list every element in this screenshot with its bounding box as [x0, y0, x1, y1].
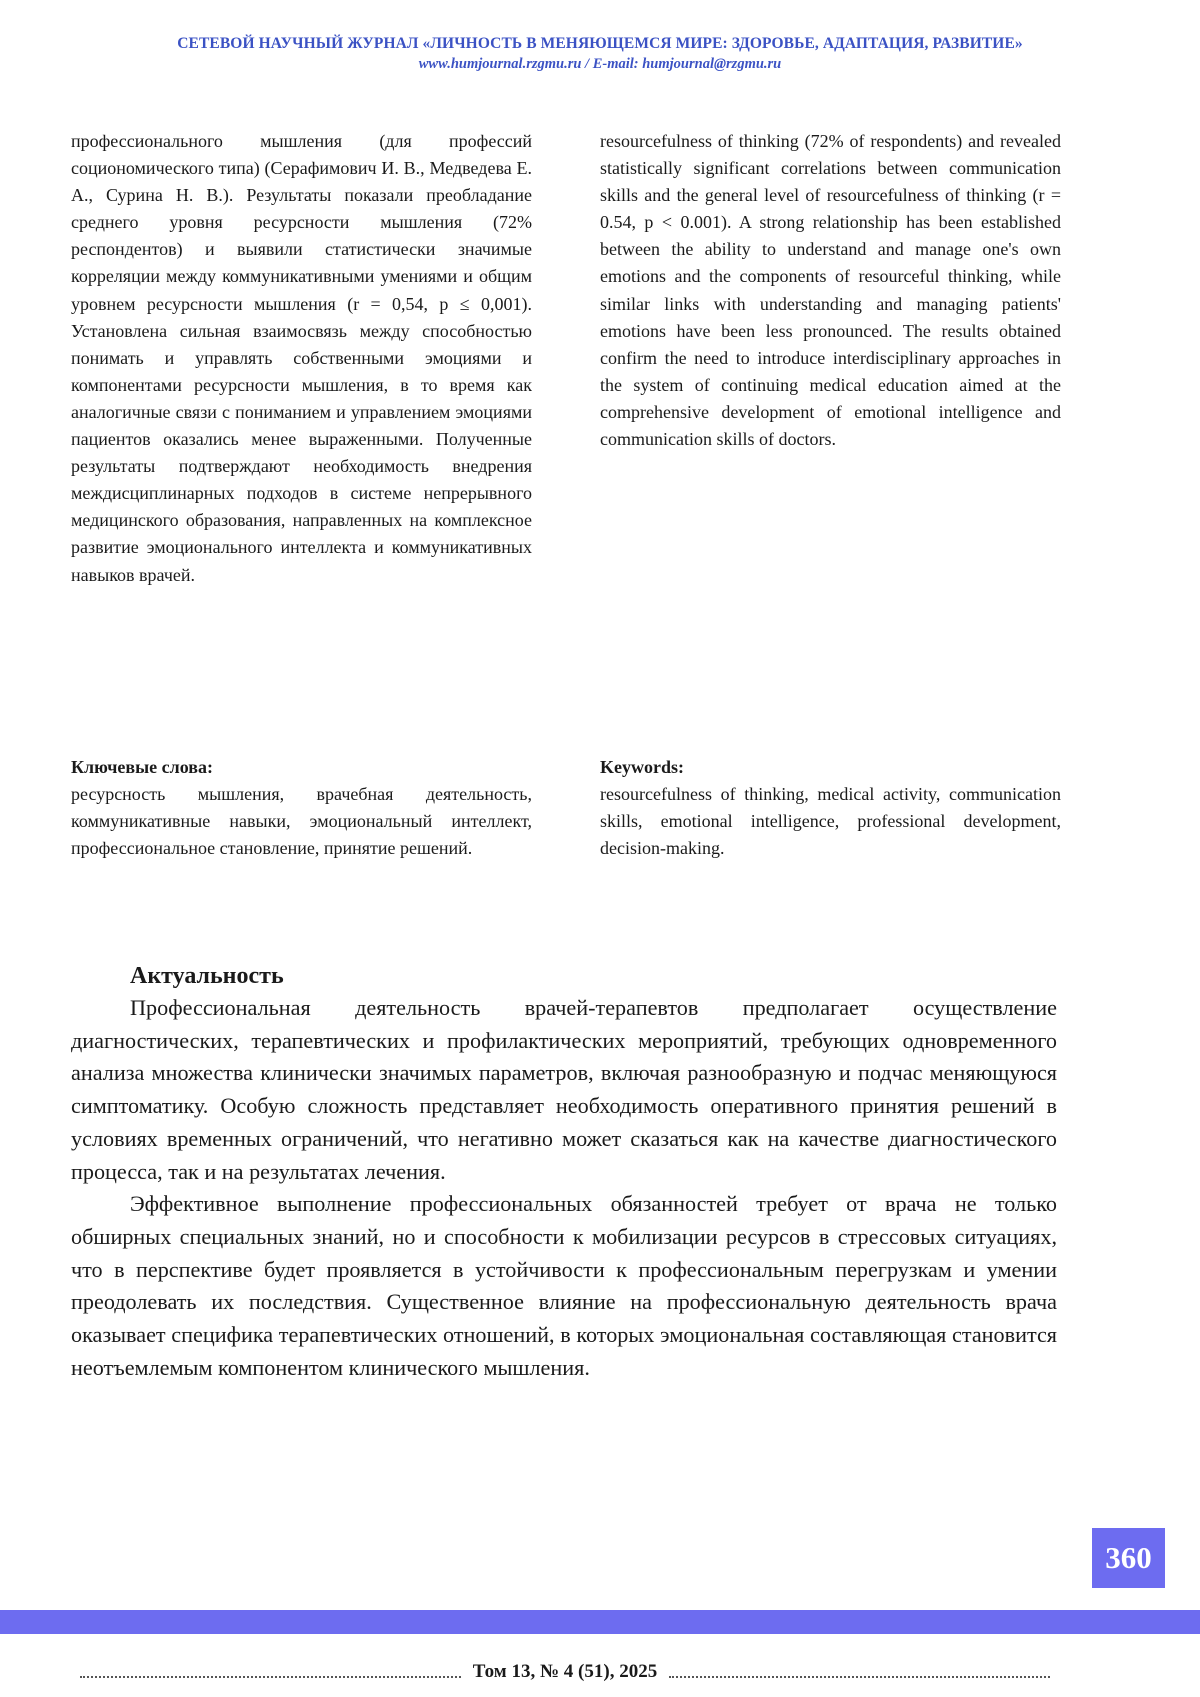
- journal-header: [0, 34, 1200, 74]
- keywords-ru: [71, 754, 532, 862]
- keywords-en: [600, 754, 1061, 862]
- keywords-en-label: Keywords:: [600, 757, 684, 777]
- section-heading: Актуальность: [130, 963, 284, 989]
- issue-info: Том 13, № 4 (51), 2025: [472, 1661, 658, 1682]
- footer-dots-right: [669, 1666, 1050, 1678]
- keywords-en-text: resourcefulness of thinking, medical activity, communication skills, emotional intelligence, professional development, decision-making.: [600, 784, 1061, 859]
- footer-dots-left: [80, 1666, 461, 1678]
- footer: [80, 1660, 1050, 1684]
- section-paragraph: Эффективное выполнение профессиональных обязанностей требует от врача не только обширных специальных знаний, но и способности к мобилизации ресурсов в стрессовых ситуациях, что в перспективе будет проявляется в устойчивости к профессиональным перегрузкам и умении преодолевать их последствия. Существенное влияние на профессиональную деятельность врача оказывает специфика терапевтических отношений, в которых эмоциональная составляющая становится неотъемлемым компонентом клинического мышления.: [71, 1191, 1057, 1380]
- section-paragraph: Профессиональная деятельность врачей-терапевтов предполагает осуществление диагностических, терапевтических и профилактических мероприятий, требующих одновременного анализа множества клинически значимых параметров, включая разнообразную и подчас меняющуюся симптоматику. Особую сложность представляет необходимость оперативного принятия решений в условиях временных ограничений, что негативно может сказаться как на качестве диагностического процесса, так и на результатах лечения.: [71, 995, 1057, 1184]
- keywords-ru-label: Ключевые слова:: [71, 757, 213, 777]
- journal-contacts: www.humjournal.rzgmu.ru / E-mail: humjournal@rzgmu.ru: [418, 56, 782, 72]
- page-number-badge: 360: [1092, 1528, 1165, 1588]
- abstract-en: resourcefulness of thinking (72% of respondents) and revealed statistically significant correlations between communication skills and the general level of resourcefulness of thinking (r = 0.54, p < 0.001). A strong relationship has been established between the ability to understand and manage one's own emotions and the components of resourceful thinking, while similar links with understanding and managing patients' emotions have been less pronounced. The results obtained confirm the need to introduce interdisciplinary approaches in the system of continuing medical education aimed at the comprehensive development of emotional intelligence and communication skills of doctors.: [600, 131, 1061, 450]
- abstract-ru: профессионального мышления (для профессий социономического типа) (Серафимович И. В., Медведева Е. А., Сурина Н. В.). Результаты показали преобладание среднего уровня ресурсности мышления (72% респондентов) и выявили статистически значимые корреляции между коммуникативными умениями и общим уровнем ресурсности мышления (r = 0,54, p ≤ 0,001). Установлена сильная взаимосвязь между способностью понимать и управлять собственными эмоциями и компонентами ресурсности мышления, в то время как аналогичные связи с пониманием и управлением эмоциями пациентов оказались менее выраженными. Полученные результаты подтверждают необходимость внедрения междисциплинарных подходов в системе непрерывного медицинского образования, направленных на комплексное развитие эмоционального интеллекта и коммуникативных навыков врачей.: [71, 131, 532, 585]
- relevance-section: [71, 960, 1057, 1384]
- journal-title: СЕТЕВОЙ НАУЧНЫЙ ЖУРНАЛ «ЛИЧНОСТЬ В МЕНЯЮЩЕМСЯ МИРЕ: ЗДОРОВЬЕ, АДАПТАЦИЯ, РАЗВИТИЕ»: [177, 35, 1023, 52]
- keywords-ru-text: ресурсность мышления, врачебная деятельность, коммуникативные навыки, эмоциональный интеллект, профессиональное становление, принятие решений.: [71, 784, 532, 859]
- footer-band: [0, 1610, 1200, 1634]
